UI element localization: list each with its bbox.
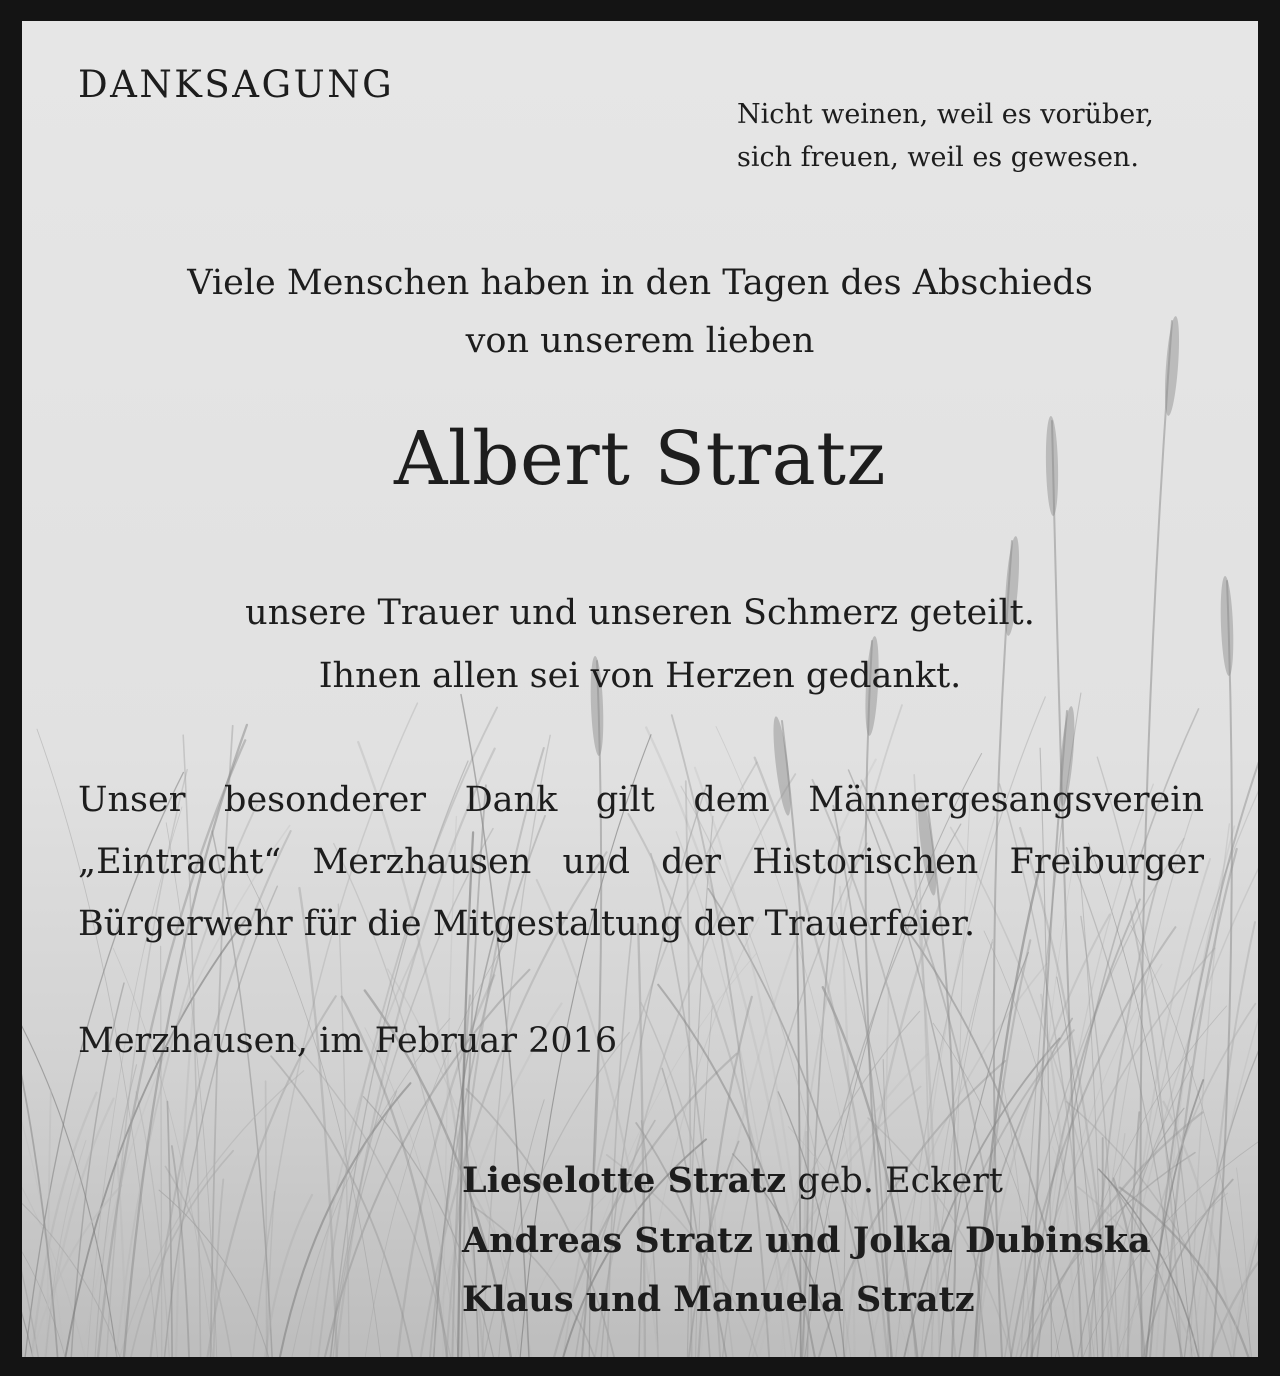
intro-text (22, 254, 1258, 370)
signer-maiden-name: geb. Eckert (786, 1161, 1003, 1201)
signers-block (462, 1151, 1151, 1329)
signer-line: Klaus und Manuela Stratz (462, 1279, 975, 1320)
special-thanks-line: „Eintracht“ Merzhausen und der Historischen Freiburger (78, 842, 1204, 882)
motto-line: sich freuen, weil es gewesen. (737, 142, 1139, 173)
thanks-line: unsere Trauer und unseren Schmerz geteilt. (245, 593, 1035, 633)
thanks-line: Ihnen allen sei von Herzen gedankt. (318, 656, 962, 696)
motto-line: Nicht weinen, weil es vorüber, (737, 99, 1154, 130)
intro-line: Viele Menschen haben in den Tagen des Abschieds (187, 263, 1093, 303)
motto-quote (737, 93, 1154, 179)
signer-line (462, 1151, 1151, 1211)
special-thanks-paragraph (78, 769, 1204, 955)
thanks-text (22, 582, 1258, 708)
heading: DANKSAGUNG (78, 63, 395, 106)
special-thanks-line: Unser besonderer Dank gilt dem Männergesangsverein (78, 780, 1204, 820)
signer-line: Andreas Stratz und Jolka Dubinska (462, 1220, 1151, 1261)
intro-line: von unserem lieben (465, 321, 815, 361)
deceased-name: Albert Stratz (393, 416, 887, 502)
signer-name: Lieselotte Stratz (462, 1160, 787, 1201)
place-and-date: Merzhausen, im Februar 2016 (78, 1021, 618, 1061)
special-thanks-line: Bürgerwehr für die Mitgestaltung der Trauerfeier. (78, 904, 976, 944)
